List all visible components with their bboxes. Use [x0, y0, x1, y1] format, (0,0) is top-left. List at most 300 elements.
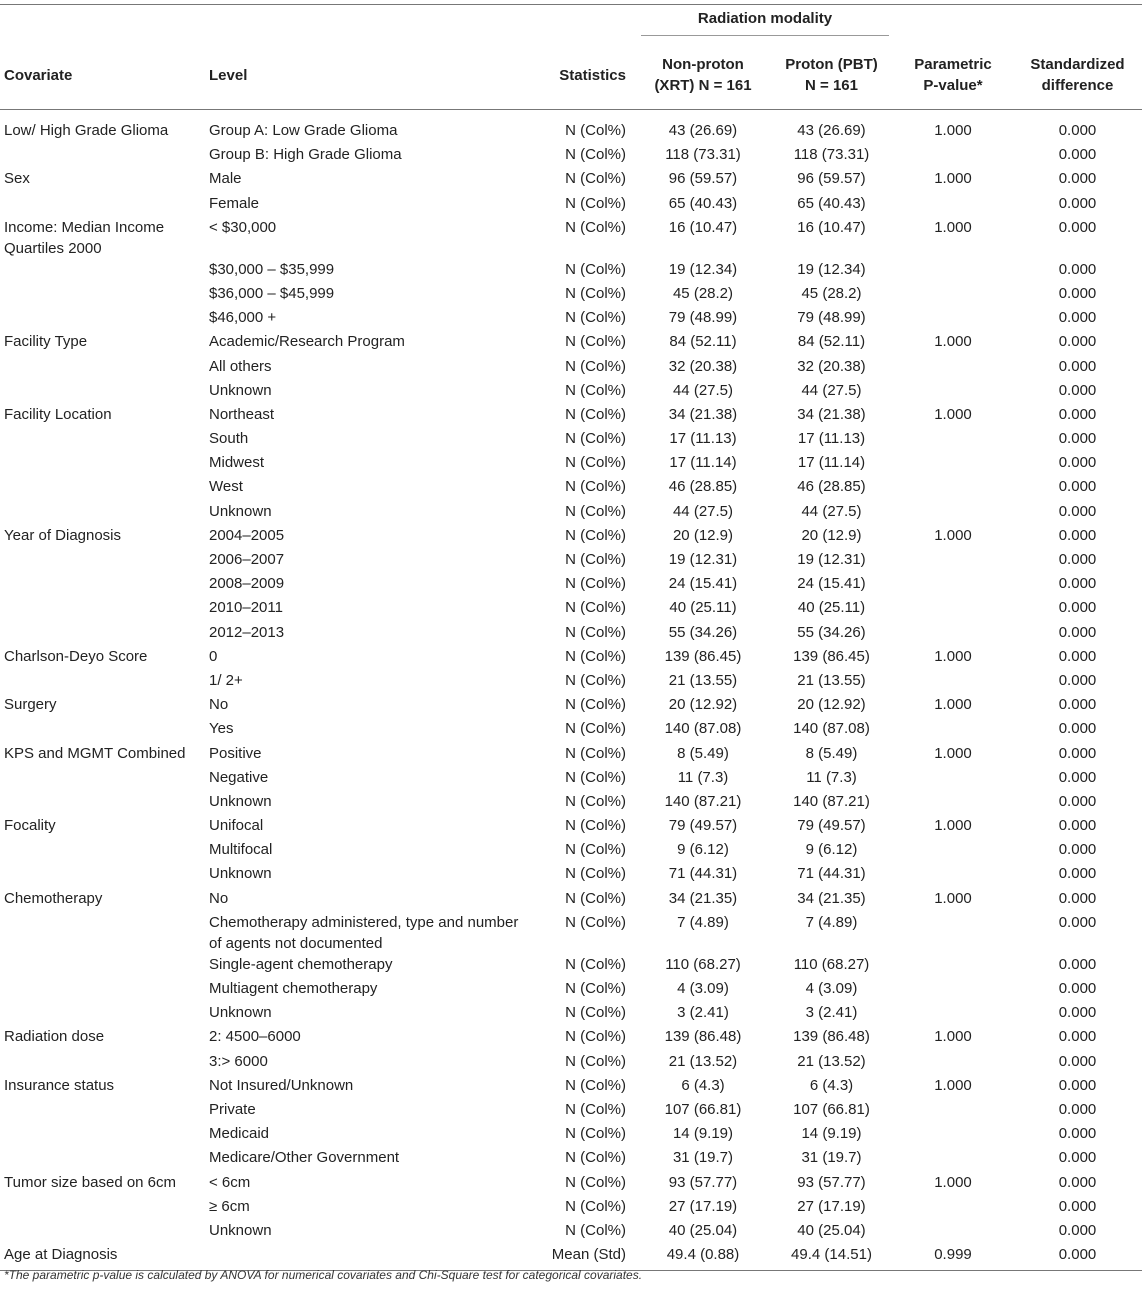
std-diff-header — [1013, 41, 1142, 110]
proton-value-cell: 6 (4.3) — [809, 1076, 854, 1094]
table-row — [0, 1051, 1142, 1075]
std-diff-cell: 0.000 — [1058, 889, 1097, 907]
std-diff-cell: 0.000 — [1058, 333, 1097, 351]
covariate-cell — [0, 1051, 204, 1075]
statistics-cell: N (Col%) — [565, 1004, 626, 1022]
table-row — [0, 110, 1142, 145]
std-diff-cell: 0.000 — [1058, 405, 1097, 423]
std-diff-cell: 0.000 — [1058, 647, 1097, 665]
pvalue-cell — [893, 978, 1013, 1002]
nonproton-header — [636, 41, 770, 110]
proton-header — [770, 41, 893, 110]
pvalue-cell — [893, 1051, 1013, 1075]
level-cell: Male — [209, 170, 242, 188]
table-row — [0, 1196, 1142, 1220]
std-diff-cell: 0.000 — [1058, 980, 1097, 997]
pvalue-cell — [893, 428, 1013, 452]
covariate-cell — [0, 501, 204, 525]
statistics-header: Statistics — [523, 41, 636, 110]
nonproton-value-cell: 71 (44.31) — [668, 865, 738, 883]
std-diff-cell: 0.000 — [1058, 502, 1097, 520]
std-diff-cell: 0.000 — [1058, 720, 1097, 738]
level-cell: 2008–2009 — [209, 575, 285, 593]
table-row — [0, 888, 1142, 912]
proton-value-cell: 40 (25.11) — [797, 599, 866, 617]
std-diff-cell: 0.000 — [1058, 671, 1097, 689]
level-cell: $30,000 – $35,999 — [209, 260, 335, 278]
proton-value-cell: 46 (28.85) — [797, 478, 866, 496]
nonproton-value-cell: 14 (9.19) — [672, 1125, 734, 1143]
pvalue-cell — [893, 501, 1013, 525]
nonproton-value-cell: 34 (21.38) — [668, 405, 738, 423]
pvalue-cell: 1.000 — [934, 218, 972, 236]
nonproton-value-cell: 19 (12.31) — [668, 551, 738, 568]
level-cell: Unifocal — [209, 817, 264, 835]
pvalue-cell — [893, 356, 1013, 380]
pvalue-cell: 1.000 — [934, 696, 972, 714]
statistics-cell: N (Col%) — [565, 526, 626, 544]
std-diff-cell: 0.000 — [1058, 309, 1097, 327]
statistics-cell: N (Col%) — [565, 1076, 626, 1094]
table-row — [0, 1220, 1142, 1244]
statistics-cell: N (Col%) — [565, 696, 626, 714]
std-diff-cell: 0.000 — [1058, 792, 1097, 810]
statistics-cell: N (Col%) — [565, 841, 626, 859]
covariate-cell — [0, 912, 204, 954]
nonproton-value-cell: 139 (86.48) — [664, 1028, 742, 1046]
pvalue-cell: 1.000 — [934, 817, 972, 835]
covariate-cell: Chemotherapy — [4, 889, 103, 907]
proton-value-cell: 71 (44.31) — [797, 865, 866, 883]
pvalue-cell: 1.000 — [934, 405, 972, 423]
table-row — [0, 718, 1142, 742]
proton-value-cell: 31 (19.7) — [801, 1149, 862, 1167]
std-diff-cell: 0.000 — [1058, 817, 1097, 835]
nonproton-value-cell: 19 (12.34) — [668, 260, 738, 278]
level-cell: Academic/Research Program — [209, 333, 405, 351]
pvalue-cell — [893, 307, 1013, 331]
level-cell: $46,000 + — [209, 309, 277, 327]
statistics-cell: N (Col%) — [565, 405, 626, 423]
std-diff-cell: 0.000 — [1058, 1149, 1097, 1167]
std-diff-cell: 0.000 — [1058, 575, 1097, 593]
pvalue-cell: 1.000 — [934, 333, 972, 351]
level-cell: < $30,000 — [209, 218, 277, 236]
table-row — [0, 1172, 1142, 1196]
statistics-cell: N (Col%) — [565, 599, 626, 617]
proton-value-cell: 17 (11.13) — [797, 430, 866, 448]
proton-value-cell: 11 (7.3) — [806, 768, 857, 786]
level-cell: Midwest — [209, 454, 265, 472]
statistics-cell: N (Col%) — [565, 768, 626, 786]
std-diff-cell: 0.000 — [1058, 599, 1097, 617]
table-row — [0, 1099, 1142, 1123]
table-row — [0, 356, 1142, 380]
covariate-cell — [0, 597, 204, 621]
pvalue-cell — [893, 670, 1013, 694]
pvalue-cell — [893, 283, 1013, 307]
table-row — [0, 404, 1142, 428]
nonproton-value-cell: 140 (87.21) — [664, 792, 742, 810]
nonproton-value-cell: 110 (68.27) — [665, 955, 741, 973]
pvalue-cell — [893, 1147, 1013, 1171]
proton-value-cell: 107 (66.81) — [793, 1100, 870, 1118]
table-row — [0, 331, 1142, 355]
covariate-cell — [0, 767, 204, 791]
table-row — [0, 597, 1142, 621]
pvalue-cell — [893, 1123, 1013, 1147]
std-diff-cell: 0.000 — [1058, 454, 1097, 472]
level-cell: 0 — [209, 647, 218, 665]
proton-value-cell: 139 (86.45) — [793, 647, 870, 665]
statistics-cell: N (Col%) — [565, 1125, 626, 1143]
pvalue-cell: 1.000 — [934, 1076, 972, 1094]
level-cell: Single-agent chemotherapy — [209, 955, 393, 973]
proton-value-cell: 84 (52.11) — [797, 333, 866, 351]
proton-value-cell: 140 (87.08) — [793, 720, 870, 738]
nonproton-value-cell: 21 (13.52) — [668, 1052, 738, 1070]
statistics-cell: N (Col%) — [565, 260, 626, 278]
proton-value-cell: 40 (25.04) — [797, 1221, 866, 1239]
level-cell: Unknown — [209, 381, 272, 399]
std-diff-cell: 0.000 — [1058, 1100, 1097, 1118]
nonproton-value-cell: 9 (6.12) — [677, 841, 729, 859]
nonproton-value-cell: 55 (34.26) — [668, 623, 738, 641]
proton-value-cell: 110 (68.27) — [793, 955, 870, 973]
statistics-cell: N (Col%) — [565, 551, 626, 568]
table-row — [0, 622, 1142, 646]
table-row — [0, 283, 1142, 307]
std-diff-cell: 0.000 — [1058, 1028, 1097, 1046]
statistics-cell: N (Col%) — [565, 309, 626, 327]
level-cell: Yes — [209, 720, 234, 738]
level-cell: ≥ 6cm — [209, 1197, 250, 1215]
proton-value-cell: 139 (86.48) — [793, 1028, 870, 1046]
level-cell: Medicaid — [209, 1125, 270, 1143]
nonproton-value-cell: 79 (49.57) — [668, 817, 738, 835]
std-diff-cell: 0.000 — [1058, 1197, 1097, 1215]
std-diff-cell: 0.000 — [1058, 478, 1097, 496]
proton-value-cell: 44 (27.5) — [801, 502, 862, 520]
proton-value-cell: 9 (6.12) — [805, 841, 858, 859]
nonproton-value-cell: 31 (19.7) — [672, 1149, 734, 1167]
pvalue-header-line2: P-value* — [923, 77, 983, 94]
table-row — [0, 168, 1142, 192]
std-diff-cell: 0.000 — [1058, 146, 1097, 164]
table-row — [0, 573, 1142, 597]
std-diff-cell: 0.000 — [1058, 841, 1097, 859]
statistics-cell: N (Col%) — [565, 647, 626, 665]
covariate-cell — [0, 718, 204, 742]
nonproton-value-cell: 44 (27.5) — [672, 381, 734, 399]
std-diff-cell: 0.000 — [1058, 194, 1097, 212]
pvalue-cell — [893, 912, 1013, 954]
pvalue-cell — [893, 839, 1013, 863]
statistics-cell: N (Col%) — [565, 575, 626, 593]
table-row — [0, 1026, 1142, 1050]
pvalue-cell — [893, 1002, 1013, 1026]
std-diff-cell: 0.000 — [1058, 284, 1097, 302]
level-cell: 2004–2005 — [209, 526, 285, 544]
table-row — [0, 525, 1142, 549]
proton-value-cell: 19 (12.34) — [797, 260, 866, 278]
pvalue-cell: 0.999 — [893, 1244, 1013, 1271]
pvalue-cell: 1.000 — [934, 1028, 972, 1046]
statistics-cell: N (Col%) — [565, 865, 626, 883]
pvalue-cell — [893, 573, 1013, 597]
covariate-cell — [0, 283, 204, 307]
covariate-cell — [0, 380, 204, 404]
nonproton-value-cell: 6 (4.3) — [681, 1076, 725, 1094]
covariate-cell: Tumor size based on 6cm — [4, 1173, 177, 1191]
nonproton-header-line2: (XRT) N = 161 — [654, 77, 752, 94]
radiation-modality-header — [636, 5, 893, 42]
pvalue-cell — [893, 718, 1013, 742]
table-row — [0, 978, 1142, 1002]
level-cell: Unknown — [209, 1004, 272, 1022]
statistics-cell: N (Col%) — [565, 333, 626, 351]
nonproton-value-cell: 44 (27.5) — [672, 502, 734, 520]
proton-header-line1: Proton (PBT) — [785, 56, 878, 73]
covariate-cell — [0, 670, 204, 694]
table-row — [0, 1123, 1142, 1147]
covariate-cell: Sex — [4, 170, 30, 188]
covariate-cell: Year of Diagnosis — [4, 526, 122, 544]
std-diff-cell: 0.000 — [1058, 1173, 1097, 1191]
std-diff-cell: 0.000 — [1058, 865, 1097, 883]
std-diff-cell: 0.000 — [1058, 1052, 1097, 1070]
level-cell: Female — [209, 194, 260, 212]
proton-value-cell: 118 (73.31) — [793, 146, 870, 164]
statistics-cell: Mean (Std) — [523, 1244, 636, 1271]
nonproton-value-cell: 46 (28.85) — [668, 478, 738, 496]
covariate-cell — [0, 1123, 204, 1147]
level-cell: Private — [209, 1100, 256, 1118]
proton-value-cell: 93 (57.77) — [797, 1173, 866, 1191]
table-row — [0, 1075, 1142, 1099]
nonproton-value-cell: 96 (59.57) — [668, 170, 738, 188]
table-row — [0, 646, 1142, 670]
proton-value-cell: 14 (9.19) — [801, 1125, 862, 1143]
pvalue-cell — [893, 791, 1013, 815]
nonproton-value-cell: 20 (12.9) — [672, 526, 734, 544]
proton-value-cell: 17 (11.14) — [797, 454, 866, 472]
level-cell: Northeast — [209, 405, 275, 423]
table-row — [0, 670, 1142, 694]
pvalue-cell — [893, 597, 1013, 621]
level-cell: West — [209, 478, 243, 496]
covariate-cell — [0, 356, 204, 380]
covariate-cell — [0, 978, 204, 1002]
statistics-cell: N (Col%) — [565, 218, 626, 236]
pvalue-cell — [893, 863, 1013, 887]
nonproton-value-cell: 11 (7.3) — [677, 768, 729, 786]
table-row — [0, 259, 1142, 283]
statistics-cell: N (Col%) — [565, 122, 626, 139]
nonproton-value-cell: 40 (25.04) — [668, 1221, 738, 1239]
statistics-cell: N (Col%) — [565, 744, 626, 762]
covariate-cell — [0, 791, 204, 815]
std-diff-header-line1: Standardized — [1030, 56, 1125, 73]
std-diff-cell: 0.000 — [1058, 913, 1097, 931]
pvalue-cell — [893, 380, 1013, 404]
nonproton-value-cell: 3 (2.41) — [677, 1004, 729, 1022]
nonproton-value-cell: 17 (11.13) — [669, 430, 737, 448]
pvalue-cell — [893, 1099, 1013, 1123]
covariate-cell: Facility Type — [4, 333, 88, 351]
table-row — [0, 743, 1142, 767]
statistics-cell: N (Col%) — [565, 430, 626, 448]
nonproton-value-cell: 43 (26.69) — [668, 122, 738, 139]
nonproton-value-cell: 20 (12.92) — [668, 696, 738, 714]
table-row — [0, 767, 1142, 791]
nonproton-value-cell: 32 (20.38) — [668, 357, 738, 375]
covariate-cell — [0, 259, 204, 283]
nonproton-value-cell: 27 (17.19) — [668, 1197, 738, 1215]
std-diff-cell: 0.000 — [1058, 1004, 1097, 1022]
pvalue-cell: 1.000 — [934, 889, 972, 907]
std-diff-cell: 0.000 — [1058, 696, 1097, 714]
pvalue-cell: 1.000 — [934, 647, 972, 665]
covariate-cell: Income: Median Income Quartiles 2000 — [4, 218, 165, 257]
statistics-cell: N (Col%) — [565, 889, 626, 907]
covariate-cell — [0, 1002, 204, 1026]
statistics-cell: N (Col%) — [565, 194, 626, 212]
table-row — [0, 217, 1142, 259]
std-diff-cell: 0.000 — [1058, 122, 1097, 139]
statistics-cell: N (Col%) — [565, 454, 626, 472]
nonproton-value-cell: 34 (21.35) — [668, 889, 738, 907]
proton-value-cell: 45 (28.2) — [801, 284, 862, 302]
pvalue-cell — [893, 549, 1013, 573]
level-cell: 2010–2011 — [209, 599, 283, 617]
nonproton-value-cell: 118 (73.31) — [665, 146, 741, 164]
proton-value-cell: 96 (59.57) — [797, 170, 866, 188]
covariate-header: Covariate — [0, 41, 204, 110]
proton-value-cell: 7 (4.89) — [805, 913, 858, 931]
covariate-cell — [0, 1099, 204, 1123]
proton-value-cell: 44 (27.5) — [801, 381, 862, 399]
statistics-cell: N (Col%) — [565, 980, 626, 997]
level-cell: South — [209, 430, 249, 448]
level-cell: Unknown — [209, 792, 272, 810]
pvalue-cell — [893, 767, 1013, 791]
proton-value-cell: 34 (21.35) — [797, 889, 866, 907]
pvalue-cell: 1.000 — [934, 1173, 972, 1191]
covariate-cell — [0, 307, 204, 331]
proton-value-cell: 20 (12.9) — [801, 526, 862, 544]
covariate-cell — [0, 549, 204, 573]
covariate-cell: Low/ High Grade Glioma — [4, 122, 169, 139]
proton-value-cell: 19 (12.31) — [797, 551, 866, 568]
covariate-cell — [0, 452, 204, 476]
statistics-cell: N (Col%) — [565, 357, 626, 375]
table-footnote: *The parametric p-value is calculated by ANOVA for numerical covariates and Chi-Square test for categorical covariates. — [4, 1268, 643, 1282]
std-diff-cell: 0.000 — [1058, 768, 1097, 786]
pvalue-cell — [893, 144, 1013, 168]
pvalue-cell — [893, 1196, 1013, 1220]
statistics-cell: N (Col%) — [565, 284, 626, 302]
statistics-cell: N (Col%) — [565, 1100, 626, 1118]
proton-value-cell: 34 (21.38) — [797, 405, 866, 423]
std-diff-cell: 0.000 — [1058, 1076, 1097, 1094]
covariate-cell: Surgery — [4, 696, 57, 714]
pvalue-cell — [893, 193, 1013, 217]
level-cell: Unknown — [209, 502, 272, 520]
table-row — [0, 501, 1142, 525]
statistics-cell: N (Col%) — [565, 817, 626, 835]
table-row — [0, 1244, 1142, 1271]
statistics-cell: N (Col%) — [565, 146, 626, 164]
proton-value-cell: 43 (26.69) — [797, 122, 866, 139]
nonproton-value-cell: 84 (52.11) — [669, 333, 737, 351]
covariate-cell: Charlson-Deyo Score — [4, 647, 148, 665]
proton-value-cell: 20 (12.92) — [797, 696, 866, 714]
std-diff-cell: 0.000 — [1058, 430, 1097, 448]
level-cell: Positive — [209, 744, 262, 762]
std-diff-cell: 0.000 — [1058, 551, 1097, 568]
level-cell: 1/ 2+ — [209, 671, 243, 689]
pvalue-header-line1: Parametric — [914, 56, 992, 73]
nonproton-value-cell: 107 (66.81) — [664, 1100, 742, 1118]
table-row — [0, 863, 1142, 887]
level-header: Level — [204, 41, 523, 110]
nonproton-value-cell: 21 (13.55) — [668, 671, 738, 689]
nonproton-value-cell: 93 (57.77) — [668, 1173, 738, 1191]
covariate-cell — [0, 1196, 204, 1220]
table-row — [0, 452, 1142, 476]
pvalue-cell: 1.000 — [934, 170, 972, 188]
covariate-cell: KPS and MGMT Combined — [4, 744, 186, 762]
statistics-cell: N (Col%) — [565, 1052, 626, 1070]
level-cell: < 6cm — [209, 1173, 251, 1191]
table-row — [0, 1002, 1142, 1026]
std-diff-cell: 0.000 — [1013, 1244, 1142, 1271]
table-row — [0, 428, 1142, 452]
level-cell: Medicare/Other Government — [209, 1149, 400, 1167]
level-cell: 3:> 6000 — [209, 1052, 268, 1070]
table-row — [0, 839, 1142, 863]
proton-value-cell: 32 (20.38) — [797, 357, 866, 375]
pvalue-cell: 1.000 — [934, 526, 972, 544]
proton-value-cell: 21 (13.55) — [797, 671, 866, 689]
covariate-cell — [0, 1147, 204, 1171]
std-diff-cell: 0.000 — [1058, 744, 1097, 762]
level-cell: 2: 4500–6000 — [209, 1028, 301, 1046]
table-row — [0, 1147, 1142, 1171]
table-row — [0, 380, 1142, 404]
table-header — [0, 5, 1142, 110]
nonproton-value-cell: 24 (15.41) — [668, 575, 738, 593]
proton-value-cell: 21 (13.52) — [797, 1052, 866, 1070]
pvalue-cell — [893, 954, 1013, 978]
std-diff-cell: 0.000 — [1058, 623, 1097, 641]
level-cell: Group B: High Grade Glioma — [209, 146, 402, 164]
level-cell: Unknown — [209, 1221, 272, 1239]
proton-value-cell: 79 (48.99) — [797, 309, 866, 327]
statistics-cell: N (Col%) — [565, 1197, 626, 1215]
proton-value-cell: 4 (3.09) — [805, 980, 858, 997]
covariate-cell — [0, 839, 204, 863]
pvalue-cell — [893, 452, 1013, 476]
covariate-cell — [0, 428, 204, 452]
level-cell — [204, 1244, 523, 1271]
table-row — [0, 476, 1142, 500]
statistics-cell: N (Col%) — [565, 381, 626, 399]
proton-value-cell: 16 (10.47) — [797, 218, 866, 236]
level-cell: Unknown — [209, 865, 272, 883]
table-row — [0, 549, 1142, 573]
